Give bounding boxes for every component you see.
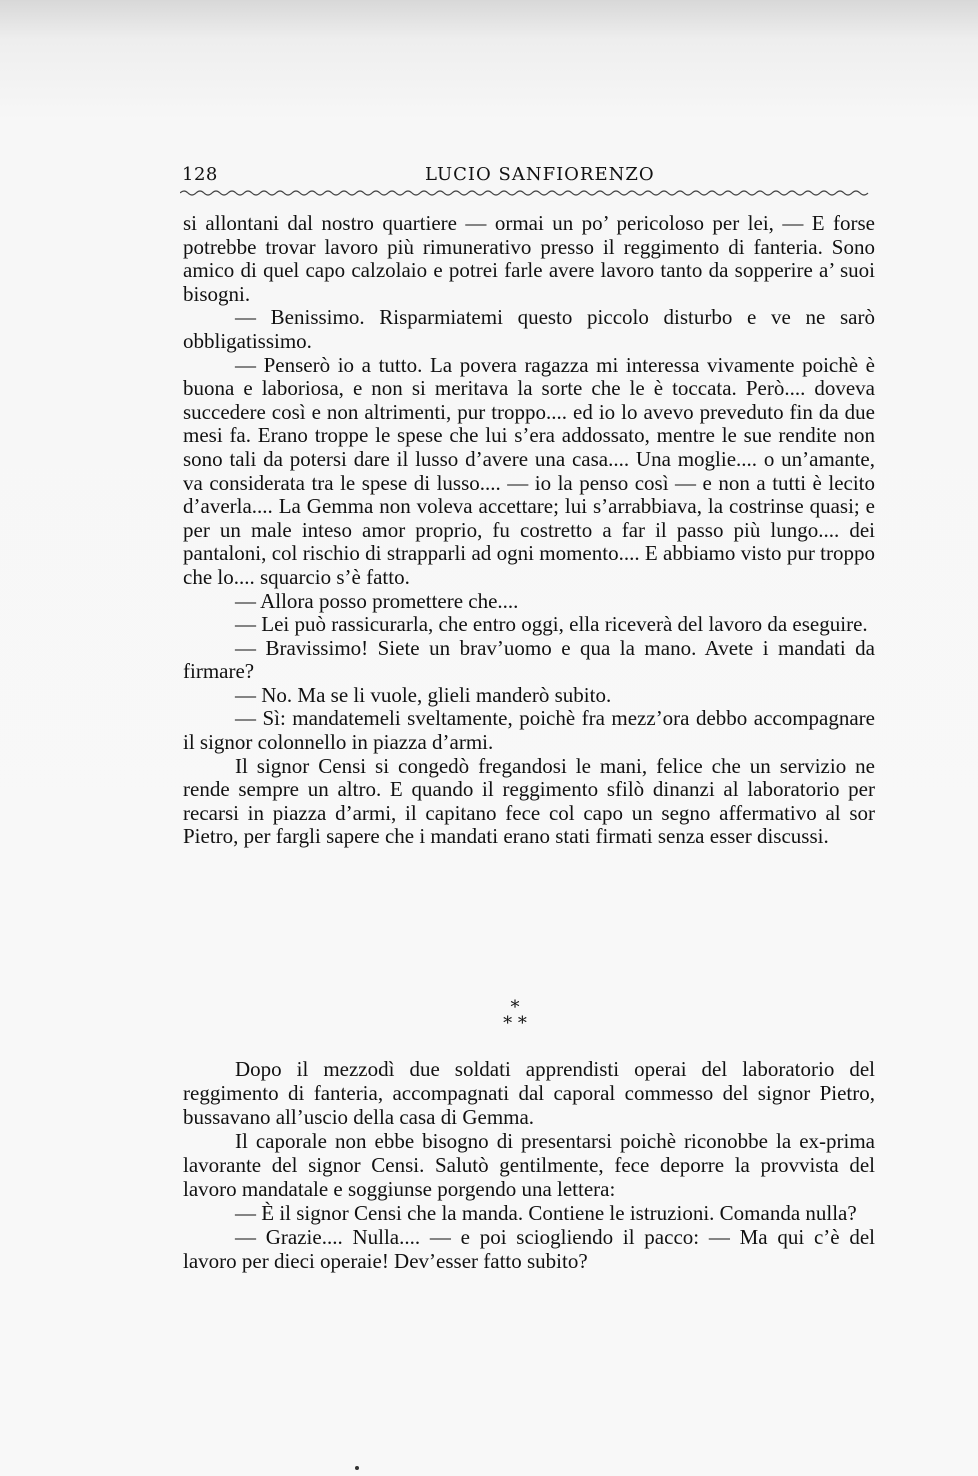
paragraph: Il caporale non ebbe bisogno di presentarsi poichè riconobbe la ex-prima lavorante del signor Censi. Salutò gentilmente, fece deporre la provvista del lavoro mandatale e soggiunse porgendo una lettera: (183, 1129, 875, 1201)
paragraph: — È il signor Censi che la manda. Contiene le istruzioni. Comanda nulla? (235, 1201, 857, 1225)
paragraph: — Lei può rassicurarla, che entro oggi, ella riceverà del lavoro da eseguire. (235, 612, 868, 637)
running-title: LUCIO SANFIORENZO (425, 164, 655, 185)
paragraph: Il signor Censi si congedò fregandosi le mani, felice che un servizio ne rende sempre un altro. E quando il reggimento sfilò dinanzi al laboratorio per recarsi in piazza d’armi, il capitano fece col capo un segno affermativo al sor Pietro, per fargli sapere che i mandati erano stati firmati senza esser discussi. (183, 753, 875, 849)
paragraph: — No. Ma se li vuole, glieli manderò subito. (235, 682, 612, 707)
paragraph: si allontani dal nostro quartiere — ormai un po’ pericoloso per lei, — E forse potrebbe trovar lavoro più rimunerativo presso il reggimento di fanteria. Sono amico di quel capo calzolaio e potrei farle avere lavoro tanto da sopperire a’ suoi bisogni. (183, 211, 875, 306)
asterism-top: * (510, 997, 520, 1018)
paragraph: — Grazie.... Nulla.... — e poi sciogliendo il pacco: — Ma qui c’è del lavoro per dieci operaie! Dev’esser fatto subito? (183, 1225, 875, 1273)
print-speck (355, 1466, 359, 1470)
section-break-asterism (495, 997, 535, 1034)
body-text-top (183, 212, 875, 849)
asterism-bottom: * * (503, 1013, 527, 1034)
page-number: 128 (182, 164, 218, 185)
page-header (182, 164, 872, 188)
body-text-bottom (183, 1057, 875, 1273)
paragraph: — Sì: mandatemeli sveltamente, poichè fra mezz’ora debbo accompagnare il signor colonnello in piazza d’armi. (183, 706, 875, 755)
paragraph: Dopo il mezzodì due soldati apprendisti operai del laboratorio del reggimento di fanteria, accompagnati dal caporal commesso del signor Pietro, bussavano all’uscio della casa di Gemma. (183, 1057, 875, 1129)
wavy-header-rule (180, 188, 872, 198)
paragraph: — Penserò io a tutto. La povera ragazza mi interessa vivamente poichè è buona e laboriosa, e non si meritava la sorte che le è toccata. Però.... doveva succedere così e non altrimenti, pur troppo.... ed io lo avevo preveduto fin da due mesi fa. Erano troppe le spese che lui s’era addossato, mentre le sue rendite non sono tali da potersi dare il lusso d’avere una casa.... Una moglie.... o un’amante, va considerata tra le spese di lusso.... — io la penso così — e non a tutti è lecito d’averla.... La Gemma non voleva accettare; lui s’arrabbiava, la costrinse quasi; e per un male inteso amor proprio, fu costretto a far il passo più lungo.... dei pantaloni, col rischio di strapparli ad ogni momento.... E abbiamo visto pur troppo che lo.... squarcio s’è fatto. (183, 352, 875, 589)
paragraph: — Benissimo. Risparmiatemi questo piccolo disturbo e ve ne sarò obbligatissimo. (183, 305, 875, 353)
paragraph: — Allora posso promettere che.... (235, 588, 519, 613)
paragraph: — Bravissimo! Siete un brav’uomo e qua la mano. Avete i mandati da firmare? (183, 635, 875, 684)
